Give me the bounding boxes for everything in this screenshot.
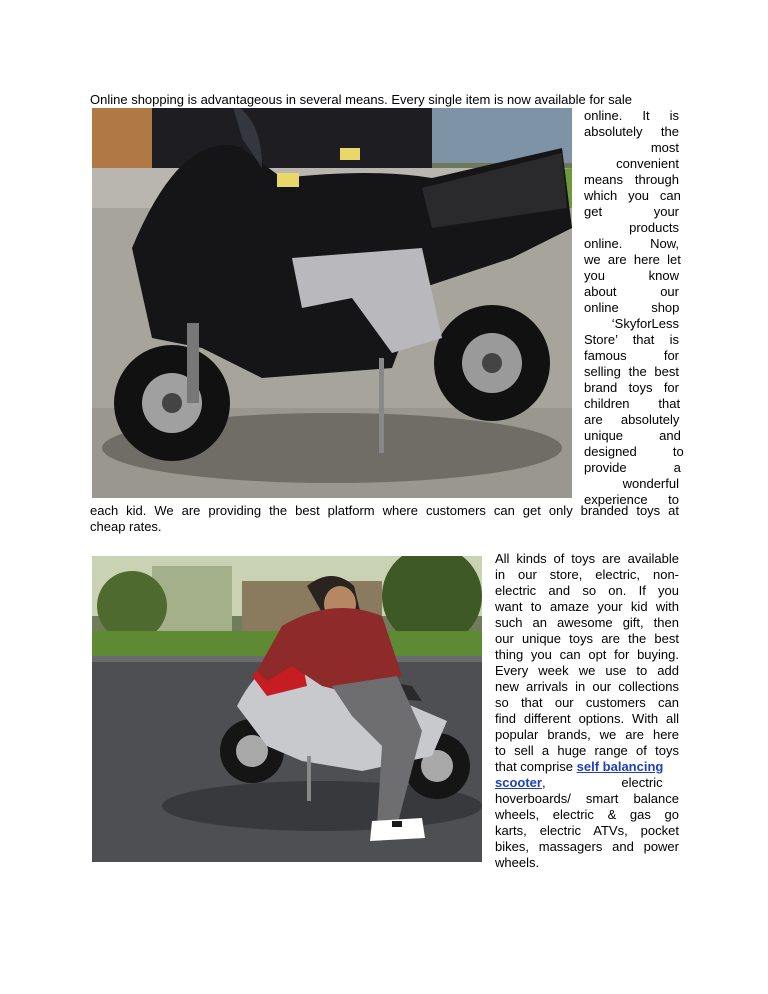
text-line: wonderful [622,476,679,491]
text-line: selling the best [584,364,679,379]
text-line: All kinds of toys are available [495,551,679,566]
text-line: bikes, massagers and power [495,839,679,854]
text-line-with-link [495,759,679,775]
text-line: products [629,220,679,235]
text-line: children that [584,396,681,411]
text-line: most [650,140,679,155]
text-line: thing you can opt for buying. [495,647,679,662]
text-line: ‘SkyforLess [611,316,679,331]
text-line: find different options. With all [495,711,679,726]
text-line: Store’ that is [584,332,679,347]
text-line: to sell a huge range of toys [495,743,679,758]
text-line: online shop [584,300,680,315]
text-line: we are here let [584,252,681,267]
text-line: experience to [584,492,679,507]
self-balancing-scooter-link[interactable]: self balancing [576,759,664,774]
text-line: designed to [584,444,684,459]
text-line: such an awesome gift, then [495,615,679,630]
text-line: convenient [616,156,679,171]
text-line: new arrivals in our collections [495,679,679,694]
text-line: about our [584,284,679,299]
paragraph-1-line-bottom-1: each kid. We are providing the best platform where customers can get only branded toys at [90,503,679,518]
text-line: wheels. [495,855,540,870]
text-line: popular brands, we are here [495,727,679,742]
text-line: online. Now, [584,236,679,251]
text-line: so that our customers can [495,695,679,710]
text-line: which you can [584,188,681,203]
text-line: absolutely the [584,124,679,139]
text-line: provide a [584,460,681,475]
text-line: get your [584,204,679,219]
text-line: in our store, electric, non- [495,567,679,582]
photo-boy-on-pocket-bike [92,556,482,862]
text-line-with-link [495,775,679,791]
text-line: are absolutely [584,412,680,427]
text-line: want to amaze your kid with [495,599,679,614]
text-line: electric and so on. If you [495,583,679,598]
text-line: our unique toys are the best [495,631,679,646]
text-line: you know [584,268,679,283]
text-line: online. It is [584,108,679,123]
self-balancing-scooter-link-continued[interactable]: scooter [495,775,542,790]
text-line: famous for [584,348,679,363]
text-line: Every week we use to add [495,663,679,678]
text-fragment: that comprise [495,759,577,774]
text-line: brand toys for [584,380,679,395]
text-line: hoverboards/ smart balance [495,791,679,806]
text-line: means through [584,172,679,187]
text-line: karts, electric ATVs, pocket [495,823,679,838]
text-fragment: , electric [541,775,663,790]
text-line: wheels, electric & gas go [495,807,679,822]
paragraph-1-line-bottom-2: cheap rates. [90,519,162,534]
paragraph-1-line-1: Online shopping is advantageous in several means. Every single item is now available for sale [90,92,632,107]
photo-black-pocket-bike [92,108,572,498]
text-line: unique and [584,428,681,443]
